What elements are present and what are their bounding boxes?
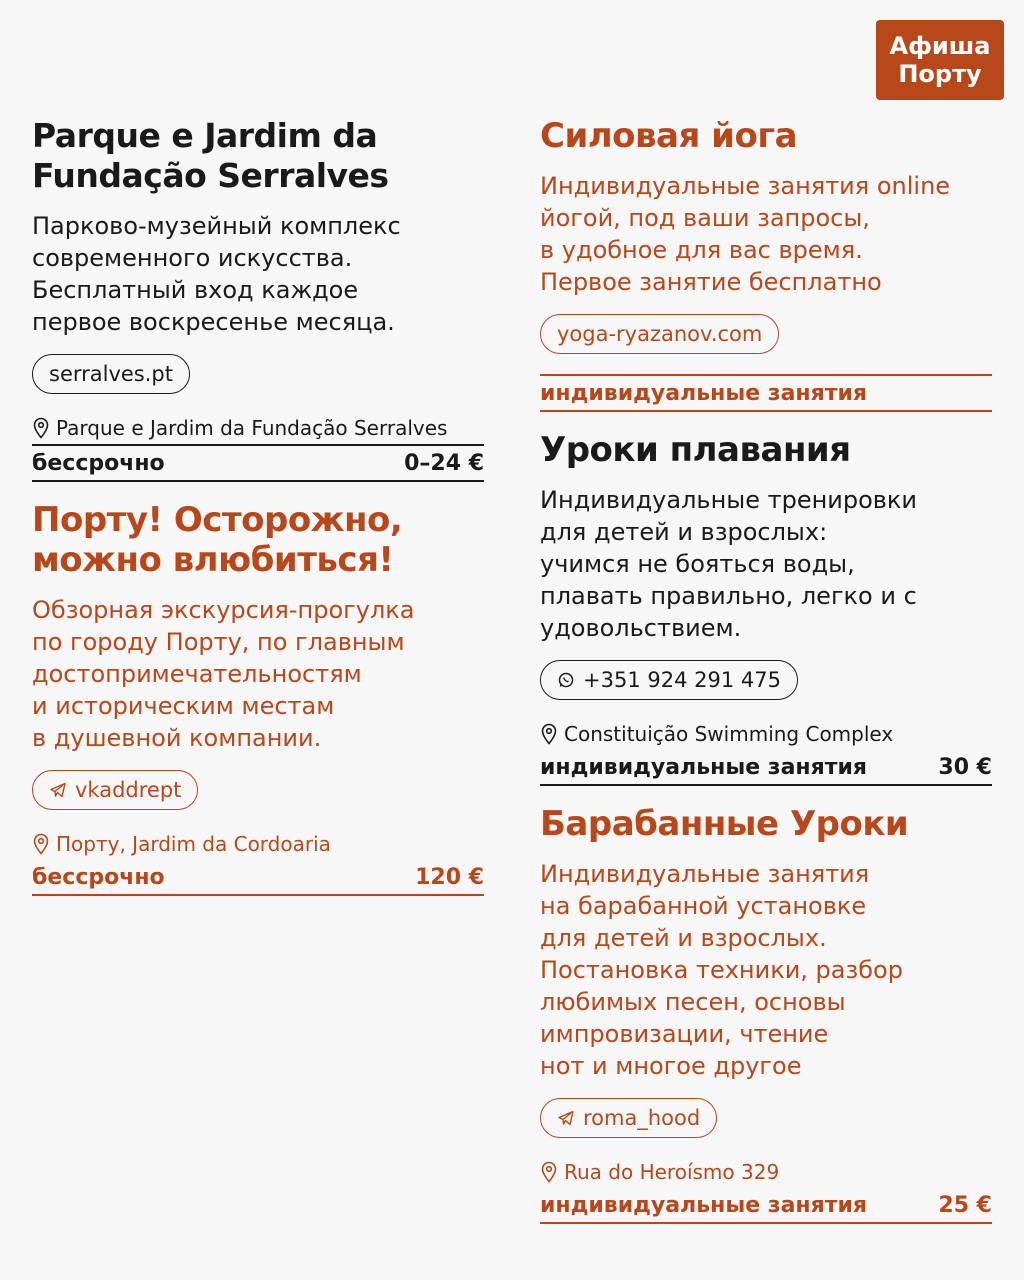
location-pin-icon	[540, 1161, 558, 1183]
event-price: 30 €	[938, 754, 992, 780]
event-link-label: roma_hood	[583, 1106, 701, 1130]
event-period: индивидуальные занятия	[540, 380, 868, 406]
event-period: индивидуальные занятия	[540, 754, 868, 780]
event-title: Барабанные Уроки	[540, 804, 909, 844]
left-column	[32, 116, 484, 914]
event-footer	[540, 374, 992, 412]
event-link-label: vkaddrept	[75, 778, 182, 802]
event-card-swimming	[540, 430, 992, 786]
event-price: 0–24 €	[404, 450, 484, 476]
right-column	[540, 116, 992, 1242]
brand-line-2: Порту	[898, 60, 982, 88]
event-card-porto-tour	[32, 500, 484, 896]
event-link[interactable]	[540, 1098, 717, 1138]
event-location-text: Rua do Heroísmo 329	[564, 1160, 780, 1184]
brand-line-1: Афиша	[889, 32, 991, 60]
event-description: Индивидуальные занятия online йогой, под ваши запросы, в удобное для вас время. Первое занятие бесплатно	[540, 172, 951, 296]
event-link[interactable]	[540, 314, 779, 354]
event-description: Индивидуальные тренировки для детей и взрослых: учимся не бояться воды, плавать правильно, легко и с удовольствием.	[540, 486, 918, 642]
event-link[interactable]	[540, 660, 798, 700]
event-location	[540, 1158, 992, 1186]
brand-badge[interactable]	[876, 20, 1004, 100]
event-footer	[540, 1188, 992, 1224]
event-footer	[540, 750, 992, 786]
event-description: Парково-музейный комплекс современного искусства. Бесплатный вход каждое первое воскресенье месяца.	[32, 212, 401, 336]
event-location	[32, 414, 484, 442]
event-title: Parque e Jardim da Fundação Serralves	[32, 116, 389, 195]
event-title: Силовая йога	[540, 116, 798, 156]
event-period: индивидуальные занятия	[540, 1192, 868, 1218]
event-link-label: serralves.pt	[49, 362, 173, 386]
event-price: 120 €	[415, 864, 484, 890]
event-period: бессрочно	[32, 450, 165, 476]
whatsapp-icon	[557, 671, 575, 689]
event-link-label: +351 924 291 475	[583, 668, 781, 692]
event-title: Уроки плавания	[540, 430, 851, 470]
telegram-icon	[557, 1109, 575, 1127]
event-description: Обзорная экскурсия-прогулка по городу Порту, по главным достопримечательностям и историческим местам в душевной компании.	[32, 596, 415, 752]
event-location	[32, 830, 484, 858]
telegram-icon	[49, 781, 67, 799]
event-link[interactable]	[32, 770, 198, 810]
event-link-label: yoga-ryazanov.com	[557, 322, 763, 346]
event-location-text: Constituição Swimming Complex	[564, 722, 894, 746]
event-footer	[32, 444, 484, 482]
event-card-serralves	[32, 116, 484, 482]
event-link[interactable]	[32, 354, 190, 394]
location-pin-icon	[32, 833, 50, 855]
event-description: Индивидуальные занятия на барабанной установке для детей и взрослых. Постановка техники, разбор любимых песен, основы импровизации, чтение нот и многое другое	[540, 860, 903, 1080]
location-pin-icon	[540, 723, 558, 745]
event-location-text: Порту, Jardim da Cordoaria	[56, 832, 331, 856]
event-footer	[32, 860, 484, 896]
event-card-drums	[540, 804, 992, 1224]
event-location	[540, 720, 992, 748]
event-price: 25 €	[938, 1192, 992, 1218]
event-card-power-yoga	[540, 116, 992, 412]
event-location-text: Parque e Jardim da Fundação Serralves	[56, 416, 448, 440]
location-pin-icon	[32, 417, 50, 439]
event-period: бессрочно	[32, 864, 165, 890]
event-title: Порту! Осторожно, можно влюбиться!	[32, 500, 403, 580]
